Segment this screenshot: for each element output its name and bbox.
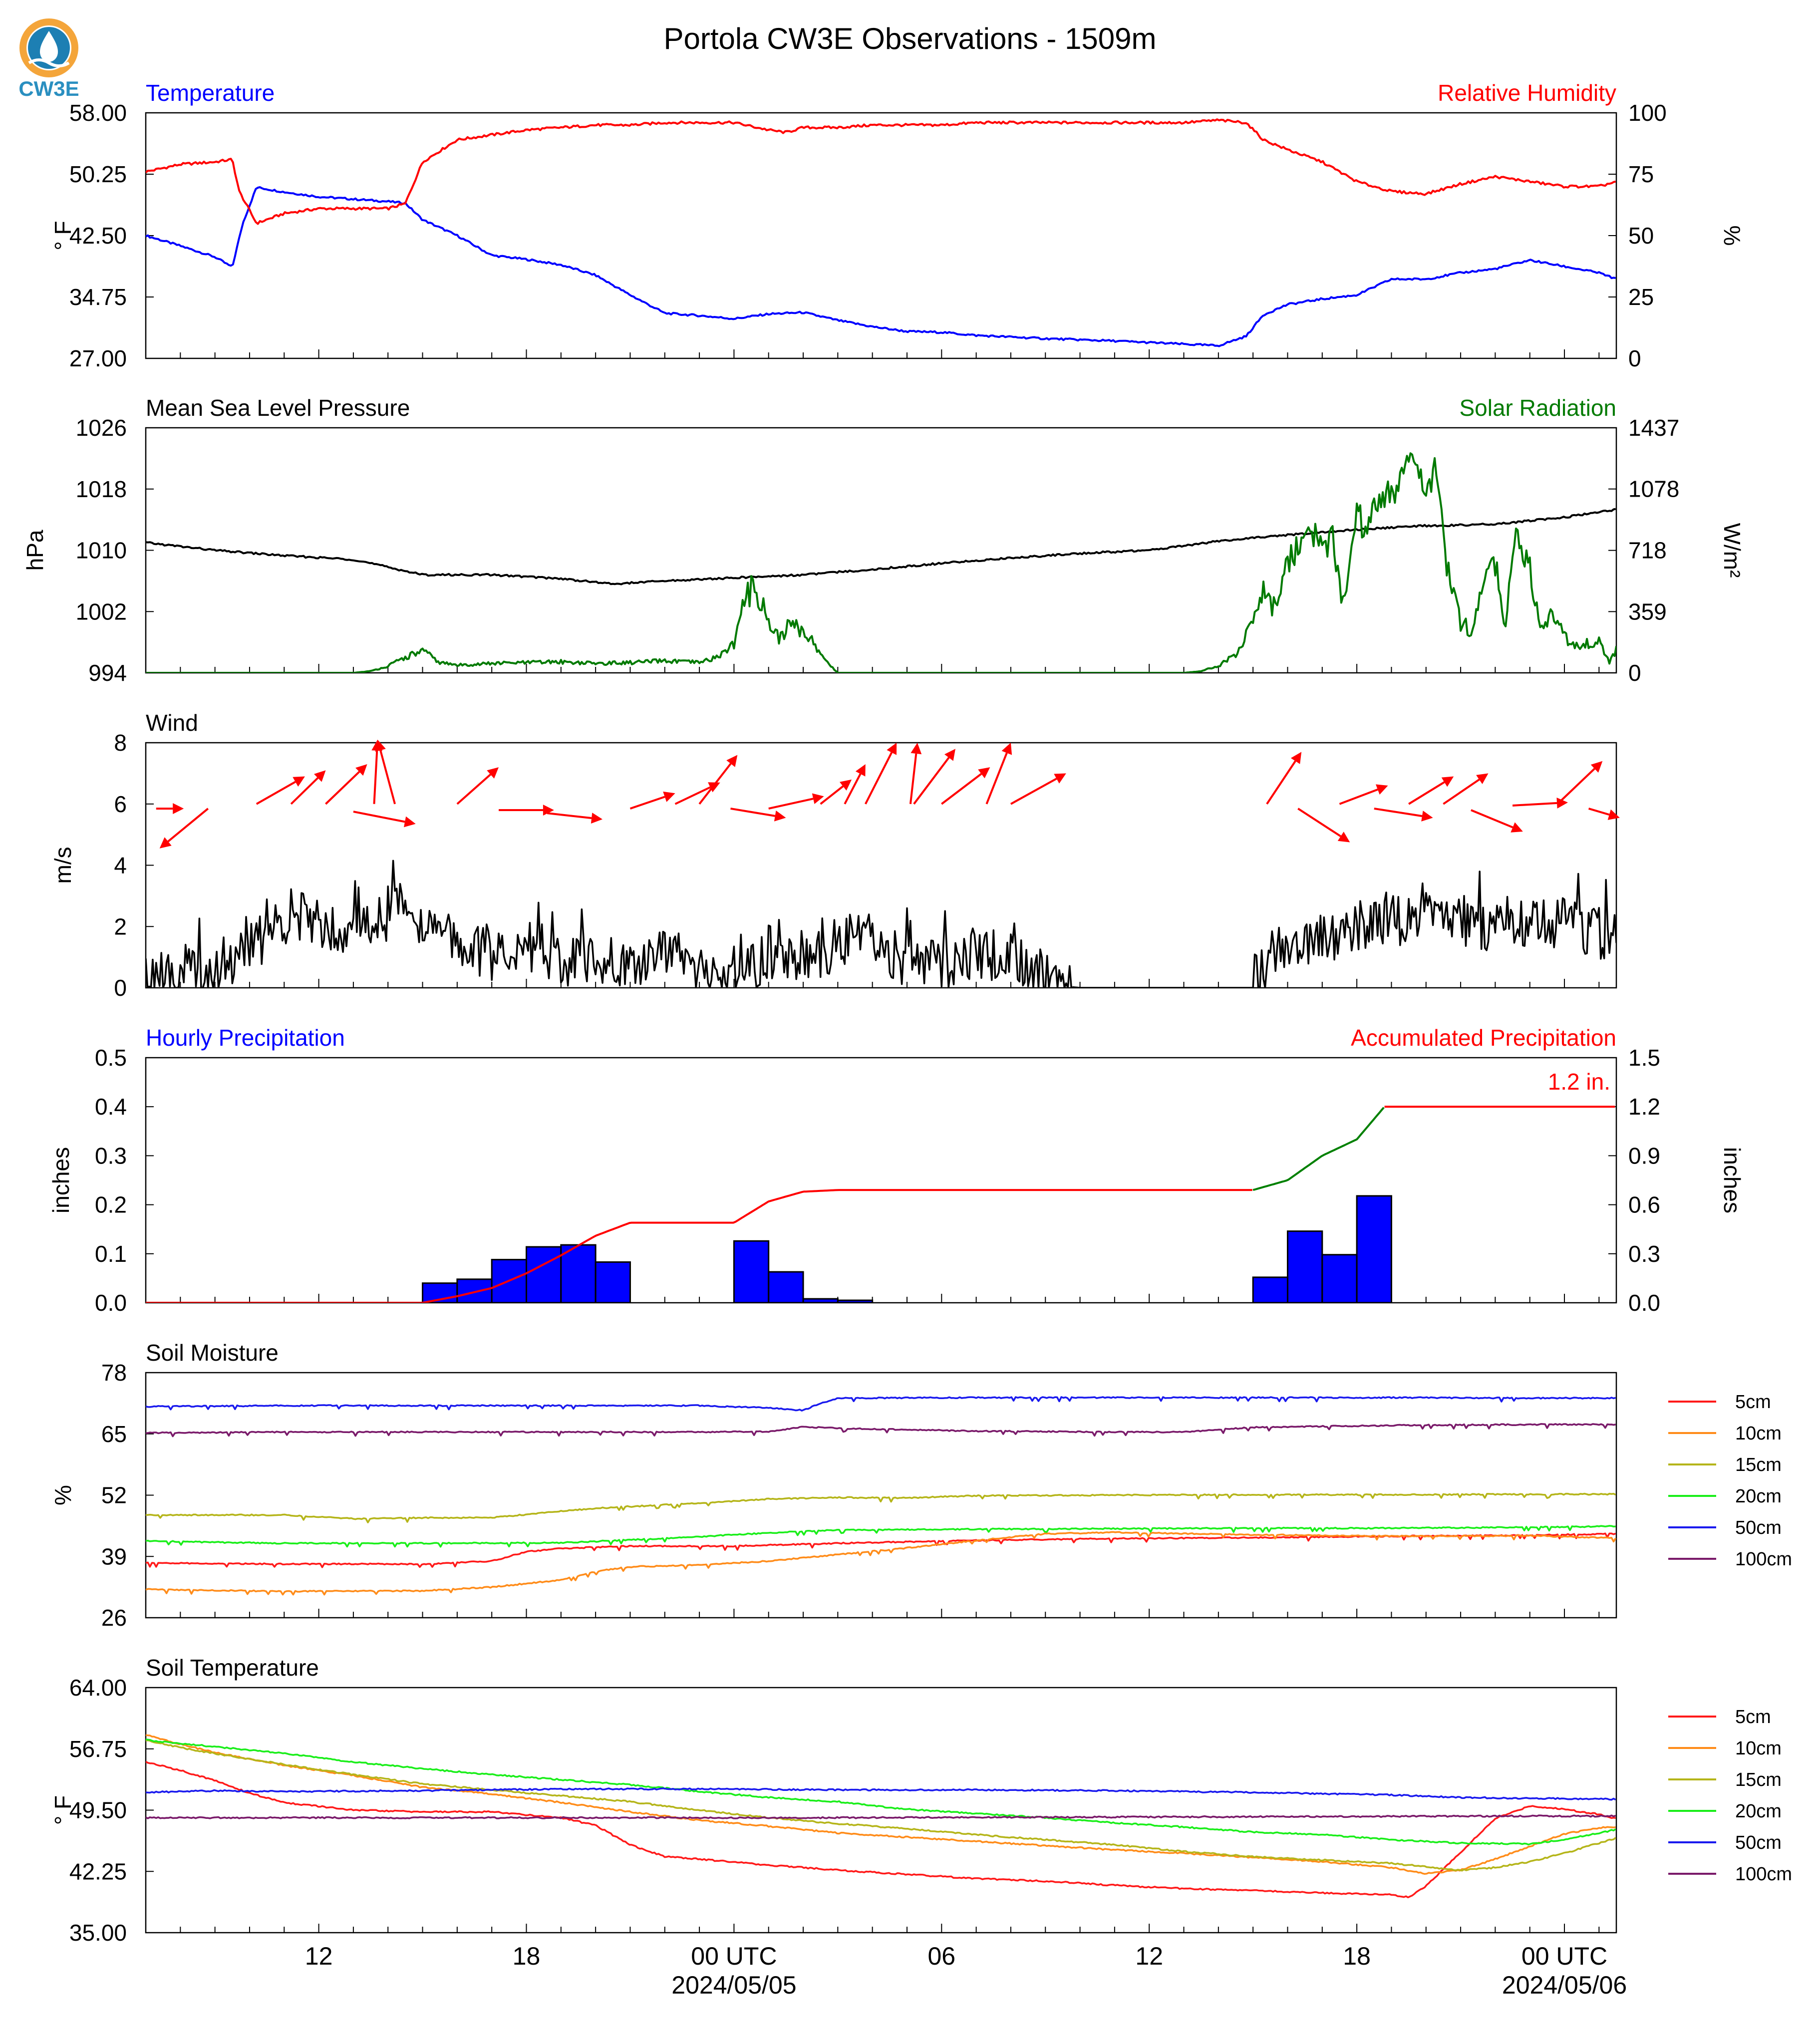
panel-title-right: Solar Radiation [1459, 395, 1616, 421]
y-tick-label-left: 78 [101, 1360, 127, 1386]
hourly-precip-bar [1253, 1277, 1287, 1303]
panel-title-left: Mean Sea Level Pressure [146, 395, 410, 421]
plot-frame [146, 1058, 1616, 1303]
y-tick-label-left: 27.00 [69, 345, 127, 371]
y-tick-label-left: 0.1 [95, 1240, 127, 1267]
y-tick-label-left: 2 [114, 913, 127, 940]
y-tick-label-left: 0.0 [95, 1290, 127, 1316]
hourly-precip-bar [526, 1247, 561, 1303]
plot-frame [146, 743, 1616, 988]
x-tick-date-label: 2024/05/05 [671, 1971, 797, 1999]
y-axis-label-left: % [50, 1485, 76, 1505]
hourly-precip-bar [838, 1300, 872, 1303]
panel-soil_moisture [50, 1340, 1792, 1631]
y-tick-label-right: 0 [1628, 345, 1641, 371]
hourly-precip-bar [803, 1299, 838, 1303]
legend-label: 15cm [1735, 1769, 1782, 1790]
y-tick-label-right: 0.9 [1628, 1143, 1660, 1169]
x-tick-label: 12 [304, 1942, 333, 1970]
legend-label: 5cm [1735, 1707, 1771, 1728]
y-tick-label-left: 0.4 [95, 1094, 127, 1120]
hourly-precip-bar [769, 1272, 803, 1303]
time-axis-labels [305, 1942, 1627, 1999]
hourly-precip-bar [561, 1245, 596, 1303]
y-tick-label-left: 52 [101, 1482, 127, 1508]
hourly-precip-bar [1287, 1231, 1322, 1303]
y-tick-label-left: 35.00 [69, 1920, 127, 1946]
logo-text: CW3E [18, 77, 79, 100]
y-tick-label-left: 26 [101, 1605, 127, 1631]
x-tick-label: 18 [512, 1942, 541, 1970]
y-axis-label-right: W/m² [1719, 523, 1745, 578]
y-tick-label-right: 0.3 [1628, 1240, 1660, 1267]
panel-temp_rh [50, 80, 1745, 371]
y-tick-label-left: 50.25 [69, 161, 127, 187]
legend-label: 10cm [1735, 1423, 1782, 1444]
accumulated-total-label: 1.2 in. [1547, 1069, 1610, 1095]
legend-label: 20cm [1735, 1486, 1782, 1507]
y-tick-label-right: 1.5 [1628, 1045, 1660, 1071]
y-tick-label-left: 56.75 [69, 1736, 127, 1762]
y-axis-label-right: inches [1719, 1147, 1745, 1213]
plot-frame [146, 428, 1616, 673]
legend-label: 20cm [1735, 1801, 1782, 1822]
cw3e-logo [18, 22, 79, 100]
hourly-precip-bar [596, 1262, 630, 1303]
legend-label: 15cm [1735, 1454, 1782, 1475]
figure-title: Portola CW3E Observations - 1509m [663, 22, 1157, 55]
legend-label: 5cm [1735, 1392, 1771, 1413]
y-axis-label-left: ° F [50, 221, 76, 251]
y-axis-label-left: ° F [50, 1795, 76, 1825]
panel-wind [50, 710, 1620, 1001]
panel-soil_temperature [50, 1655, 1792, 1946]
y-tick-label-left: 0 [114, 975, 127, 1001]
x-tick-label: 18 [1343, 1942, 1371, 1970]
y-tick-label-left: 1002 [75, 598, 127, 625]
x-tick-label: 12 [1135, 1942, 1164, 1970]
y-tick-label-right: 0 [1628, 660, 1641, 686]
y-tick-label-right: 1437 [1628, 415, 1680, 441]
legend-label: 10cm [1735, 1738, 1782, 1759]
y-tick-label-right: 25 [1628, 284, 1654, 310]
panel-title-left: Wind [146, 710, 198, 736]
legend-label: 50cm [1735, 1832, 1782, 1853]
x-tick-label: 00 UTC [691, 1942, 777, 1970]
y-tick-label-right: 100 [1628, 100, 1667, 126]
hourly-precip-bar [1322, 1255, 1357, 1303]
panel-title-left: Soil Temperature [146, 1655, 319, 1681]
y-tick-label-right: 75 [1628, 161, 1654, 187]
hourly-precip-bar [1357, 1196, 1391, 1303]
plot-frame [146, 113, 1616, 358]
y-tick-label-right: 1.2 [1628, 1094, 1660, 1120]
y-tick-label-left: 58.00 [69, 100, 127, 126]
y-axis-label-left: hPa [22, 530, 48, 571]
y-tick-label-left: 0.5 [95, 1045, 127, 1071]
y-tick-label-right: 359 [1628, 598, 1667, 625]
hourly-precip-bar [734, 1241, 768, 1303]
y-axis-label-left: m/s [50, 847, 76, 884]
y-tick-label-right: 1078 [1628, 476, 1680, 502]
y-tick-label-left: 4 [114, 852, 127, 878]
panel-title-left: Soil Moisture [146, 1340, 279, 1366]
y-tick-label-right: 718 [1628, 537, 1667, 564]
y-tick-label-right: 50 [1628, 223, 1654, 249]
panel-title-right: Accumulated Precipitation [1351, 1025, 1616, 1051]
y-tick-label-left: 42.25 [69, 1858, 127, 1885]
x-tick-label: 00 UTC [1521, 1942, 1608, 1970]
y-tick-label-left: 42.50 [69, 223, 127, 249]
y-tick-label-left: 64.00 [69, 1675, 127, 1701]
y-tick-label-left: 34.75 [69, 284, 127, 310]
legend-label: 100cm [1735, 1549, 1793, 1570]
y-tick-label-left: 39 [101, 1543, 127, 1570]
y-axis-label-left: inches [48, 1147, 74, 1213]
y-tick-label-left: 0.3 [95, 1143, 127, 1169]
hourly-precip-bar [457, 1279, 492, 1303]
y-tick-label-left: 994 [88, 660, 127, 686]
y-tick-label-right: 0.6 [1628, 1191, 1660, 1218]
panel-title-left: Temperature [146, 80, 275, 106]
y-tick-label-left: 8 [114, 730, 127, 756]
x-tick-date-label: 2024/05/06 [1502, 1971, 1627, 1999]
panel-precip [48, 1025, 1745, 1316]
legend-label: 50cm [1735, 1517, 1782, 1538]
y-tick-label-left: 1010 [75, 537, 127, 564]
y-tick-label-left: 0.2 [95, 1191, 127, 1218]
panel-pressure_solar [22, 395, 1745, 686]
y-tick-label-left: 6 [114, 791, 127, 817]
y-tick-label-left: 1026 [75, 415, 127, 441]
y-tick-label-left: 1018 [75, 476, 127, 502]
x-tick-label: 06 [927, 1942, 956, 1970]
y-tick-label-right: 0.0 [1628, 1290, 1660, 1316]
panels-layer [22, 80, 1792, 1946]
panel-title-right: Relative Humidity [1438, 80, 1616, 106]
panel-title-left: Hourly Precipitation [146, 1025, 345, 1051]
y-tick-label-left: 49.50 [69, 1797, 127, 1823]
legend-label: 100cm [1735, 1864, 1793, 1885]
y-tick-label-left: 65 [101, 1421, 127, 1447]
y-axis-label-right: % [1719, 225, 1745, 246]
